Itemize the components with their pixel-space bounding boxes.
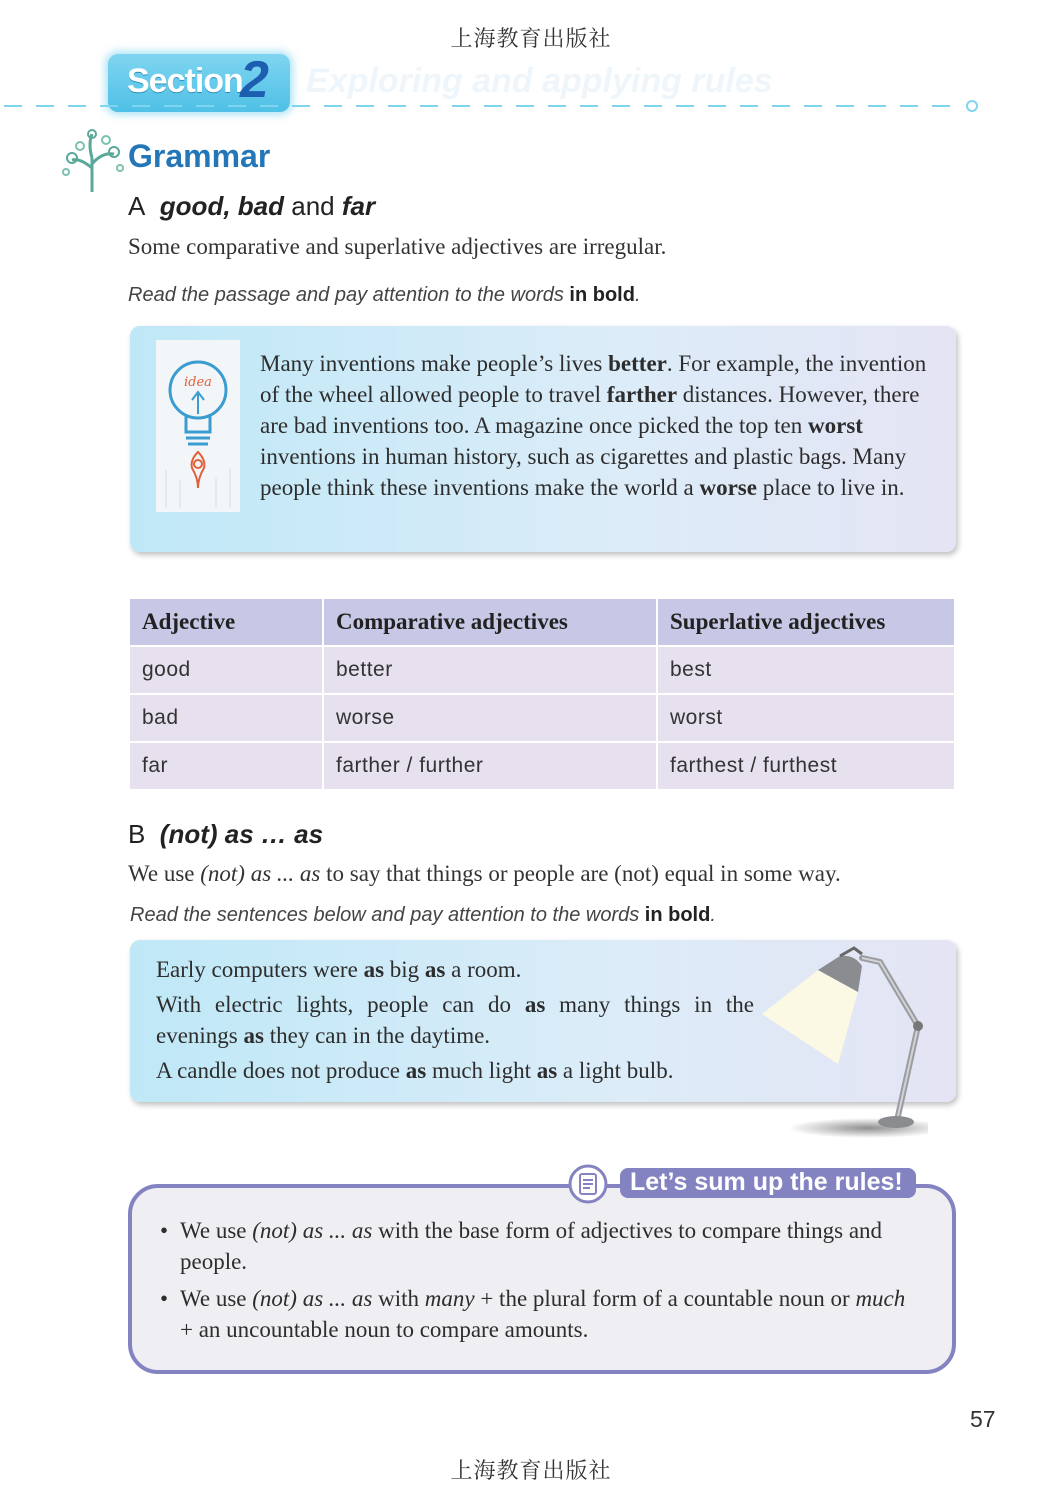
rule-item — [160, 1283, 920, 1345]
adjective-table — [128, 597, 956, 791]
publisher-footer: 上海教育出版社 — [450, 1459, 612, 1484]
table-header-adjective: Adjective — [129, 598, 323, 646]
table-cell: worse — [323, 694, 657, 742]
example-sentence — [156, 1055, 754, 1086]
table-cell: best — [657, 646, 955, 694]
section-subtitle: Exploring and applying rules — [306, 62, 773, 100]
part-a-heading: A good, bad and far — [128, 191, 376, 221]
emphasis-word: as — [363, 957, 385, 982]
emphasis-word: (not) as ... as — [252, 1286, 373, 1311]
rules-summary-box — [128, 1184, 956, 1374]
part-a-instruction-bold: in bold — [569, 284, 635, 306]
text-run: A candle does not produce — [156, 1058, 406, 1083]
part-a-title-good: good — [159, 191, 224, 221]
text-run: Early computers were — [156, 957, 364, 982]
part-b-letter: B — [128, 819, 146, 849]
part-b-intro — [128, 861, 841, 887]
bullet: • — [160, 1286, 169, 1311]
part-b-title: (not) as … as — [159, 819, 324, 849]
part-b-intro-2: to say that things or people are (not) equal in some way. — [320, 861, 841, 886]
banner-dashed-line — [4, 100, 984, 112]
table-header-superlative: Superlative adjectives — [657, 598, 955, 646]
text-run: Many inventions make people’s lives — [260, 351, 609, 376]
text-run: they can in the daytime. — [263, 1023, 491, 1048]
emphasis-word: many — [424, 1286, 475, 1311]
idea-lightbulb-image — [156, 340, 240, 512]
part-a-title-far: far — [341, 191, 376, 221]
part-a-intro: Some comparative and superlative adjectives are irregular. — [128, 234, 667, 259]
text-run: a room. — [445, 957, 522, 982]
rule-text — [180, 1283, 920, 1345]
part-b-intro-1: We use — [128, 861, 201, 886]
rule-item — [160, 1215, 920, 1277]
emphasis-word: as — [405, 1058, 427, 1083]
table-cell: worst — [657, 694, 955, 742]
text-run: We use — [180, 1218, 253, 1243]
text-run: distances. However, there are bad inventions too. A magazine once picked the top ten — [260, 382, 920, 438]
passage-text — [260, 348, 940, 503]
part-a-title-bad: bad — [237, 191, 285, 221]
emphasis-word: as — [424, 957, 446, 982]
emphasis-word: worst — [808, 413, 863, 438]
part-a-title-and: and — [291, 191, 335, 221]
text-run: a light bulb. — [557, 1058, 674, 1083]
table-row — [129, 694, 955, 742]
text-run: We use — [180, 1286, 253, 1311]
text-run: . For example, the invention of the wheel allowed people to travel — [260, 351, 927, 407]
desk-lamp-image — [758, 946, 928, 1142]
part-b-intro-italic: (not) as ... as — [200, 861, 321, 886]
text-run: much light — [426, 1058, 537, 1083]
table-cell: good — [129, 646, 323, 694]
table-row — [129, 646, 955, 694]
table-cell: farther / further — [323, 742, 657, 790]
part-b-instruction: Read the sentences below and pay attention to the words in bold. — [130, 904, 716, 926]
section-number: 2 — [240, 51, 269, 109]
emphasis-word: (not) as ... as — [252, 1218, 373, 1243]
emphasis-word: farther — [606, 382, 678, 407]
emphasis-word: worse — [699, 475, 757, 500]
text-run: many things in the evenings — [156, 992, 755, 1048]
part-a-letter: A — [128, 191, 146, 221]
part-b-instruction-text: Read the sentences below and pay attention to the words — [130, 904, 640, 926]
text-run: big — [384, 957, 425, 982]
example-sentence — [156, 989, 754, 1051]
part-b-heading — [128, 819, 323, 850]
emphasis-word: as — [524, 992, 546, 1017]
table-header-row — [129, 598, 955, 646]
text-run: With electric lights, people can do — [156, 992, 525, 1017]
emphasis-word: better — [608, 351, 667, 376]
grammar-heading: Grammar — [128, 138, 271, 174]
section-label: Section — [127, 62, 243, 100]
part-b-instruction-bold: in bold — [644, 904, 711, 926]
notes-icon — [568, 1164, 608, 1204]
emphasis-word: as — [243, 1023, 264, 1048]
text-run: with — [372, 1286, 425, 1311]
idea-image-label: idea — [184, 375, 212, 390]
emphasis-word: as — [536, 1058, 558, 1083]
table-cell: far — [129, 742, 323, 790]
page-number: 57 — [970, 1406, 996, 1432]
table-row — [129, 742, 955, 790]
text-run: + an uncountable noun to compare amounts. — [180, 1317, 589, 1342]
bullet: • — [160, 1218, 169, 1243]
table-cell: bad — [129, 694, 323, 742]
publisher-header: 上海教育出版社 — [450, 27, 612, 52]
part-a-instruction: Read the passage and pay attention to the words in bold. — [128, 284, 641, 306]
text-run: with the base form of adjectives to compare things and people. — [180, 1218, 883, 1274]
text-run: + the plural form of a countable noun or — [474, 1286, 856, 1311]
text-run: inventions in human history, such as cigarettes and plastic bags. Many people think these inventions make the world a — [260, 444, 907, 500]
tree-icon — [62, 128, 124, 194]
rule-text — [180, 1215, 920, 1277]
text-run: place to live in. — [756, 475, 905, 500]
rules-title: Let’s sum up the rules! — [630, 1168, 903, 1196]
table-cell: better — [323, 646, 657, 694]
table-cell: farthest / furthest — [657, 742, 955, 790]
table-header-comparative: Comparative adjectives — [323, 598, 657, 646]
emphasis-word: much — [855, 1286, 906, 1311]
example-sentence — [156, 954, 754, 985]
part-a-instruction-text: Read the passage and pay attention to the words — [128, 284, 564, 306]
